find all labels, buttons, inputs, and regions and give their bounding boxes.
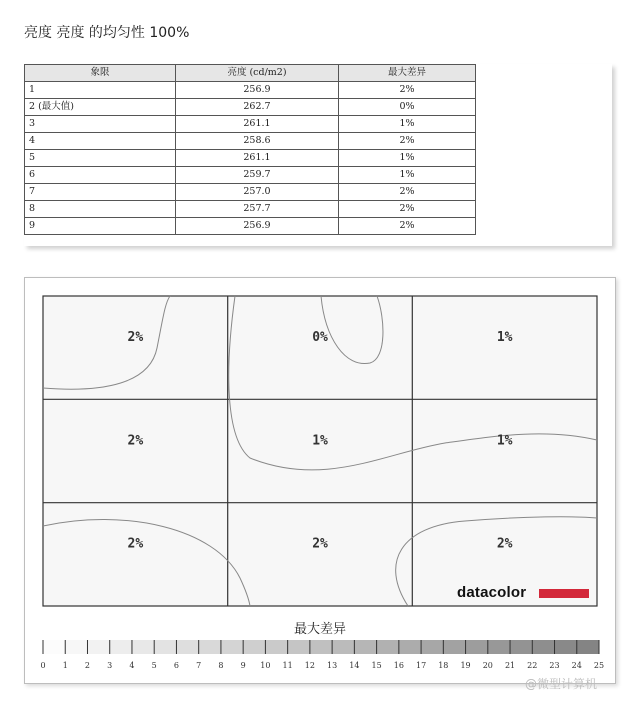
scale-tick-label: 3 <box>107 661 113 670</box>
brightness-cell: 257.0 <box>176 184 339 201</box>
scale-tick-label: 8 <box>218 661 224 670</box>
scale-swatch <box>87 640 110 654</box>
scale-swatch <box>132 640 155 654</box>
quadrant-cell: 7 <box>25 184 176 201</box>
header-brightness: 亮度 (cd/m2) <box>176 65 339 82</box>
table-row <box>25 184 476 201</box>
table-row <box>25 218 476 235</box>
quadrant-cell: 3 <box>25 116 176 133</box>
cell-value: 1% <box>496 330 513 345</box>
table-row <box>25 99 476 116</box>
scale-swatch <box>332 640 355 654</box>
scale-swatch <box>532 640 555 654</box>
scale-swatch <box>43 640 66 654</box>
scale-tick-label: 24 <box>571 661 582 670</box>
datacolor-logo: datacolor <box>457 584 527 601</box>
max-diff-cell: 1% <box>339 167 476 184</box>
scale-tick-label: 9 <box>240 661 246 670</box>
scale-swatch <box>377 640 400 654</box>
scale-swatch <box>65 640 88 654</box>
quadrant-cell: 4 <box>25 133 176 150</box>
cell-value: 2% <box>127 433 144 449</box>
header-quadrant: 象限 <box>25 65 176 82</box>
scale-tick-label: 22 <box>527 661 538 670</box>
quadrant-cell: 6 <box>25 167 176 184</box>
scale-swatch <box>421 640 444 654</box>
scale-tick-label: 10 <box>260 661 271 670</box>
scale-tick-label: 18 <box>438 661 449 670</box>
cell-value: 2% <box>496 536 513 552</box>
scale-swatch <box>199 640 222 654</box>
scale-tick-label: 4 <box>129 661 135 670</box>
scale-swatch <box>154 640 177 654</box>
brightness-cell: 261.1 <box>176 116 339 133</box>
max-diff-cell: 2% <box>339 218 476 235</box>
uniformity-map-panel <box>24 277 616 684</box>
scale-tick-label: 17 <box>415 661 427 670</box>
max-diff-cell: 2% <box>339 201 476 218</box>
cell-value: 1% <box>496 433 513 449</box>
scale-tick-label: 13 <box>327 661 338 670</box>
table-panel <box>24 64 612 246</box>
table-header-row <box>25 65 476 82</box>
scale-tick-label: 14 <box>349 661 360 670</box>
brightness-cell: 257.7 <box>176 201 339 218</box>
scale-tick-label: 2 <box>84 661 91 670</box>
scale-swatch <box>176 640 199 654</box>
brightness-cell: 259.7 <box>176 167 339 184</box>
scale-swatch <box>310 640 333 654</box>
scale-swatch <box>399 640 422 654</box>
scale-swatch <box>555 640 578 654</box>
logo-bar <box>539 589 589 598</box>
watermark: @微型计算机 <box>525 677 598 691</box>
scale-title: 最大差异 <box>293 622 346 637</box>
scale-swatch <box>354 640 377 654</box>
brightness-cell: 262.7 <box>176 99 339 116</box>
scale-swatch <box>443 640 466 654</box>
scale-swatch <box>510 640 533 654</box>
scale-tick-label: 7 <box>196 661 202 670</box>
scale-swatch <box>221 640 244 654</box>
max-diff-cell: 2% <box>339 184 476 201</box>
table-row <box>25 167 476 184</box>
table-row <box>25 82 476 99</box>
scale-swatch <box>265 640 288 654</box>
cell-value: 2% <box>127 330 144 345</box>
table-row <box>25 116 476 133</box>
scale-tick-label: 0 <box>40 661 46 670</box>
scale-tick-label: 5 <box>151 661 157 670</box>
scale-bar <box>40 640 604 670</box>
brightness-cell: 258.6 <box>176 133 339 150</box>
scale-tick-label: 12 <box>304 661 315 670</box>
max-diff-cell: 2% <box>339 82 476 99</box>
scale-tick-label: 21 <box>504 661 516 670</box>
cell-value: 0% <box>312 330 328 345</box>
cell-value: 2% <box>127 536 144 552</box>
max-diff-cell: 1% <box>339 116 476 133</box>
header-max-diff: 最大差异 <box>339 65 476 82</box>
table-row <box>25 150 476 167</box>
quadrant-cell: 9 <box>25 218 176 235</box>
quadrant-cell: 5 <box>25 150 176 167</box>
quadrant-cell: 1 <box>25 82 176 99</box>
max-diff-cell: 2% <box>339 133 476 150</box>
brightness-cell: 256.9 <box>176 218 339 235</box>
scale-swatch <box>577 640 600 654</box>
table-row <box>25 133 476 150</box>
scale-tick-label: 6 <box>173 661 179 670</box>
scale-swatch <box>466 640 489 654</box>
scale-tick-label: 25 <box>593 661 605 670</box>
scale-tick-label: 23 <box>549 661 560 670</box>
brightness-table <box>24 64 476 235</box>
cell-value: 2% <box>312 536 328 552</box>
scale-tick-label: 16 <box>393 661 404 670</box>
brightness-cell: 256.9 <box>176 82 339 99</box>
cell-value: 1% <box>312 433 328 449</box>
max-diff-cell: 0% <box>339 99 476 116</box>
scale-swatch <box>110 640 133 654</box>
page-title: 亮度 亮度 的均匀性 100% <box>24 25 190 41</box>
scale-swatch <box>243 640 266 654</box>
scale-tick-label: 19 <box>460 661 471 670</box>
max-diff-cell: 1% <box>339 150 476 167</box>
brightness-cell: 261.1 <box>176 150 339 167</box>
scale-tick-label: 20 <box>482 661 493 670</box>
scale-swatch <box>488 640 511 654</box>
quadrant-cell: 2 (最大值) <box>25 99 176 116</box>
scale-tick-label: 11 <box>282 661 293 670</box>
table-row <box>25 201 476 218</box>
scale-tick-label: 15 <box>371 661 382 670</box>
scale-tick-label: 1 <box>62 661 68 670</box>
scale-swatch <box>288 640 311 654</box>
quadrant-cell: 8 <box>25 201 176 218</box>
